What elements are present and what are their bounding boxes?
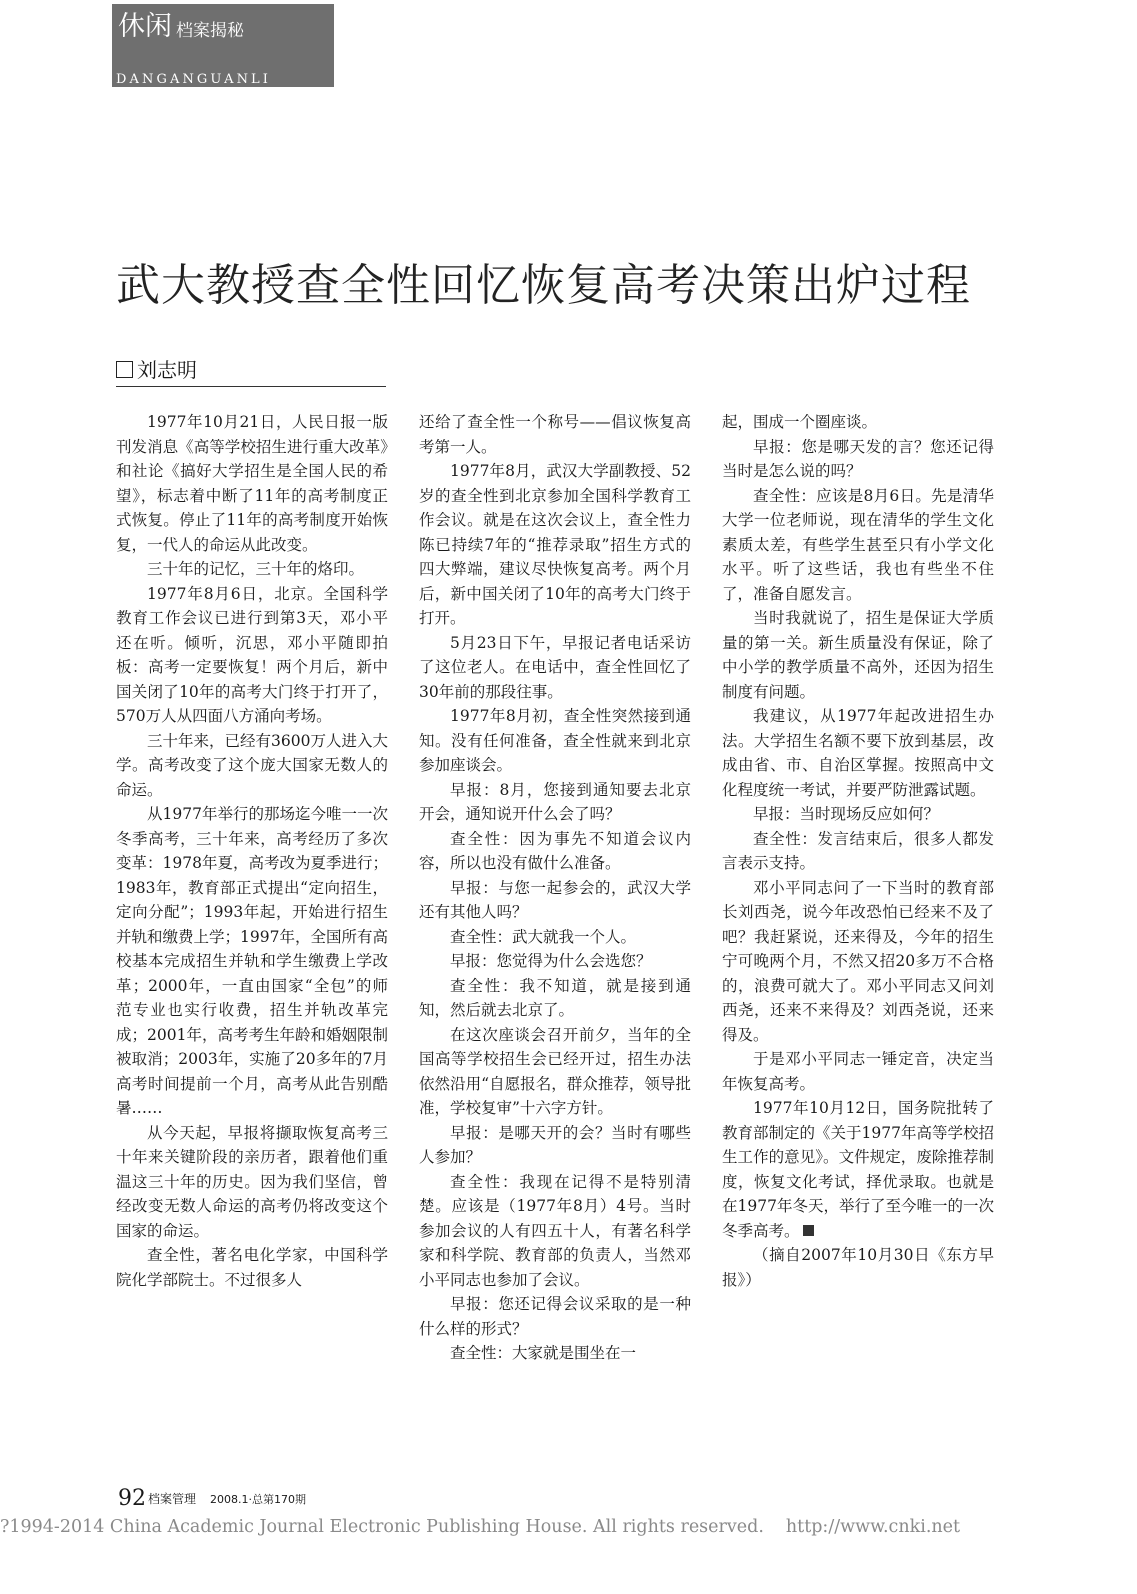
paragraph-text: 从今天起，早报将撷取恢复高考三十年来关键阶段的亲历者，跟着他们重温这三十年的历史。因为我们坚信，曾经改变无数人命运的高考仍将改变这个国家的命运。 <box>116 1123 388 1240</box>
article-title: 武大教授查全性回忆恢复高考决策出炉过程 <box>116 260 971 311</box>
paragraph <box>419 631 691 705</box>
article-column-3 <box>722 410 994 1292</box>
paragraph-text: （摘自2007年10月30日《东方早报》） <box>722 1246 994 1289</box>
paragraph-text: 5月23日下午，早报记者电话采访了这位老人。在电话中，查全性回忆了30年前的那段往事。 <box>419 633 691 701</box>
paragraph <box>116 1243 388 1292</box>
paragraph <box>419 1341 691 1366</box>
paragraph <box>722 1047 994 1096</box>
paragraph-text: 起，围成一个圈座谈。 <box>722 413 878 431</box>
subsection-label: 档案揭秘 <box>176 21 244 41</box>
paragraph <box>419 1292 691 1341</box>
paragraph-text: 早报：您还记得会议采取的是一种什么样的形式？ <box>419 1295 691 1338</box>
paragraph <box>419 827 691 876</box>
paragraph-text: 1977年10月12日，国务院批转了教育部制定的《关于1977年高等学校招生工作的意见》。文件规定，废除推荐制度，恢复文化考试，择优录取。也就是在1977年冬天，举行了至今唯一的一次冬季高考。 <box>722 1099 994 1240</box>
paragraph-text: 早报：是哪天开的会？当时有哪些人参加？ <box>419 1123 691 1166</box>
section-header <box>112 4 334 87</box>
page-footer <box>118 1486 306 1513</box>
paragraph <box>419 925 691 950</box>
paragraph <box>722 410 994 435</box>
paragraph-text: 早报：与您一起参会的，武汉大学还有其他人吗？ <box>419 878 691 921</box>
article-column-1 <box>116 410 388 1292</box>
paragraph-text: 三十年的记忆，三十年的烙印。 <box>147 560 365 578</box>
paragraph-text: 早报：您觉得为什么会选您？ <box>450 952 652 970</box>
paragraph <box>722 484 994 607</box>
paragraph-text: 早报：8月，您接到通知要去北京开会，通知说开什么会了吗？ <box>419 780 691 823</box>
paragraph-text: 早报：您是哪天发的言？您还记得当时是怎么说的吗？ <box>722 437 994 480</box>
paragraph-text: 查全性，著名电化学家，中国科学院化学部院士。不过很多人 <box>116 1246 388 1289</box>
article-column-2 <box>419 410 691 1366</box>
paragraph <box>419 876 691 925</box>
paragraph <box>722 827 994 876</box>
paragraph-text: 1977年10月21日，人民日报一版刊发消息《高等学校招生进行重大改革》和社论《搞好大学招生是全国人民的希望》，标志着中断了11年的高考制度正式恢复。停止了11年的高考制度开始恢复，一代人的命运从此改变。 <box>116 413 388 554</box>
paragraph <box>419 1170 691 1293</box>
copyright-url[interactable]: http://www.cnki.net <box>785 1517 961 1537</box>
paragraph-text: 查全性：我现在记得不是特别清楚。应该是（1977年8月）4号。当时参加会议的人有四五十人，有著名科学家和科学院、教育部的负责人，当然邓小平同志也参加了会议。 <box>419 1172 691 1289</box>
paragraph-text: 我建议，从1977年起改进招生办法。大学招生名额不要下放到基层，改成由省、市、自治区掌握。按照高中文化程度统一考试，并要严防泄露试题。 <box>722 707 994 799</box>
paragraph <box>116 582 388 729</box>
paragraph <box>419 410 691 459</box>
paragraph-text: 于是邓小平同志一锤定音，决定当年恢复高考。 <box>722 1050 994 1093</box>
paragraph-text: 当时我就说了，招生是保证大学质量的第一关。新生质量没有保证，除了中小学的教学质量不高外，还因为招生制度有问题。 <box>722 609 994 701</box>
page-number: 92 <box>118 1486 146 1511</box>
paragraph-text: 1977年8月初，查全性突然接到通知。没有任何准备，查全性就来到北京参加座谈会。 <box>419 707 691 774</box>
paragraph-text: 从1977年举行的那场迄今唯一一次冬季高考，三十年来，高考经历了多次变革：1978年夏，高考改为夏季进行；1983年，教育部正式提出“定向招生，定向分配”；1993年起，开始进行招生并轨和缴费上学；1997年，全国所有高校基本完成招生并轨和学生缴费上学改革；2000年，一直由国家“全包”的师范专业也实行收费，招生并轨改革完成；2001年，高考考生年龄和婚姻限制被取消；2003年，实施了20多年的7月高考时间提前一个月，高考从此告别酷暑…… <box>116 805 388 1117</box>
journal-name: 档案管理 <box>148 1492 197 1506</box>
paragraph <box>116 410 388 557</box>
paragraph <box>722 704 994 802</box>
paragraph-text: 查全性：大家就是围坐在一 <box>450 1344 637 1362</box>
paragraph-text: 查全性：武大就我一个人。 <box>450 927 637 946</box>
paragraph-text: 1977年8月，武汉大学副教授、52岁的查全性到北京参加全国科学教育工作会议。就是在这次会议上，查全性力陈已持续7年的“推荐录取”招生方式的四大弊端，建议尽快恢复高考。两个月后，新中国关闭了10年的高考大门终于打开。 <box>419 462 691 627</box>
paragraph-text: 1977年8月6日，北京。全国科学教育工作会议已进行到第3天，邓小平还在听。倾听，沉思，邓小平随即拍板：高考一定要恢复！两个月后，新中国关闭了10年的高考大门终于打开了，570万人从四面八方涌向考场。 <box>116 584 388 725</box>
paragraph <box>419 778 691 827</box>
paragraph <box>722 606 994 704</box>
issue-info: 2008.1·总第170期 <box>210 1493 306 1506</box>
author-box-icon <box>116 361 133 378</box>
paragraph-text: 查全性：应该是8月6日。先是清华大学一位老师说，现在清华的学生文化素质太差，有些学生甚至只有小学文化水平。听了这些话，我也有些坐不住了，准备自愿发言。 <box>722 486 994 603</box>
paragraph-text: 还给了查全性一个称号——倡议恢复高考第一人。 <box>419 413 691 456</box>
author-rule <box>116 386 386 387</box>
section-label: 休闲 <box>118 11 172 42</box>
paragraph-text: 邓小平同志问了一下当时的教育部长刘西尧，说今年改恐怕已经来不及了吧？我赶紧说，还来得及，今年的招生宁可晚两个月，不然又招20多万不合格的，浪费可就大了。邓小平同志又问刘西尧，还来不来得及？刘西尧说，还来得及。 <box>722 878 994 1044</box>
paragraph <box>722 802 994 827</box>
paragraph-text: 三十年来，已经有3600万人进入大学。高考改变了这个庞大国家无数人的命运。 <box>116 731 388 799</box>
section-pinyin: DANGANGUANLI <box>116 72 272 87</box>
paragraph <box>116 729 388 803</box>
paragraph <box>419 1023 691 1121</box>
paragraph <box>419 974 691 1023</box>
paragraph <box>419 949 691 974</box>
paragraph <box>722 435 994 484</box>
end-mark-icon <box>803 1225 814 1236</box>
paragraph <box>722 1096 994 1243</box>
paragraph <box>419 1121 691 1170</box>
copyright-line <box>0 1516 1137 1538</box>
paragraph <box>419 704 691 778</box>
paragraph-text: 查全性：因为事先不知道会议内容，所以也没有做什么准备。 <box>419 829 691 872</box>
paragraph-text: 早报：当时现场反应如何？ <box>753 805 940 823</box>
paragraph <box>116 557 388 582</box>
paragraph-text: 在这次座谈会召开前夕，当年的全国高等学校招生会已经开过，招生办法依然沿用“自愿报名，群众推荐，领导批准，学校复审”十六字方针。 <box>419 1025 691 1117</box>
author-line <box>116 357 197 383</box>
paragraph <box>116 802 388 1121</box>
paragraph <box>722 876 994 1048</box>
paragraph <box>116 1121 388 1244</box>
paragraph-text: 查全性：发言结束后，很多人都发言表示支持。 <box>722 829 994 872</box>
paragraph <box>419 459 691 631</box>
paragraph <box>722 1243 994 1292</box>
copyright-text: ?1994-2014 China Academic Journal Electronic Publishing House. All rights reserved. <box>0 1517 764 1537</box>
author-name: 刘志明 <box>137 358 197 382</box>
paragraph-text: 查全性：我不知道，就是接到通知，然后就去北京了。 <box>419 976 691 1019</box>
